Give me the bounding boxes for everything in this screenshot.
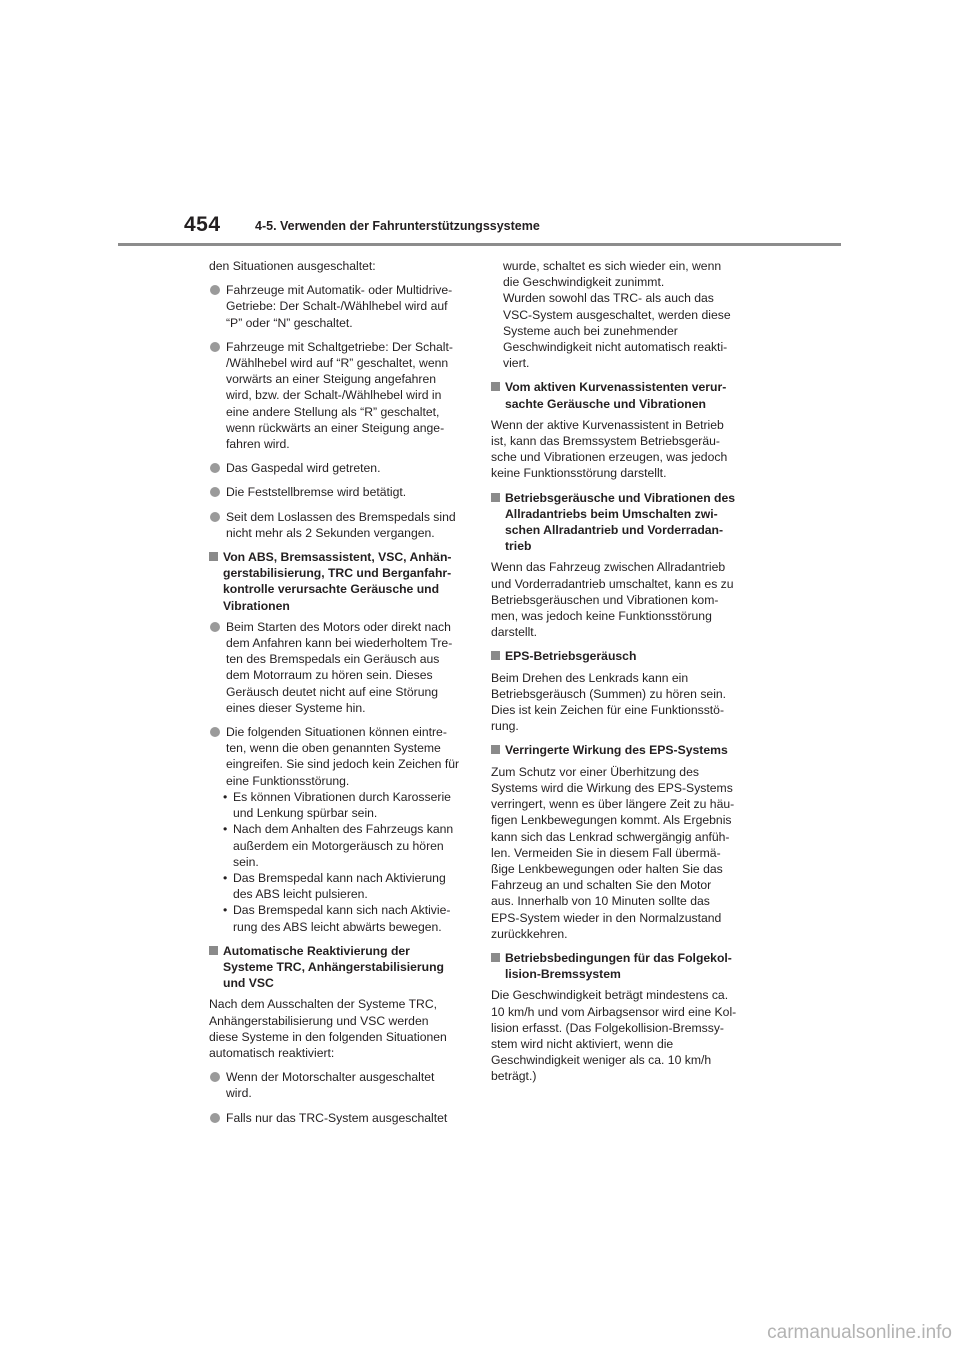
text-line: Dies ist kein Zeichen für eine Funktionsstö- — [491, 703, 725, 718]
heading-square-icon — [491, 651, 500, 660]
text-line: kann sich das Lenkrad schwergängig anfüh- — [491, 829, 730, 844]
text-line: Das Bremspedal kann sich nach Aktivie- — [233, 903, 451, 918]
text-line: und Vorderradantrieb umschaltet, kann es zu — [491, 576, 734, 591]
text-line: Fahrzeug an und schalten Sie den Motor — [491, 878, 712, 893]
bullet-dot-icon — [210, 463, 220, 473]
text-line: aus. Innerhalb von 10 Minuten sollte das — [491, 894, 710, 909]
heading-square-icon — [491, 493, 500, 502]
bullet-item — [209, 282, 469, 331]
text-line: sein. — [233, 854, 259, 869]
text-line: Betriebsgeräuschen und Vibrationen kom- — [491, 592, 719, 607]
watermark: carmanualsonline.info — [767, 1322, 952, 1343]
text-line: und VSC — [223, 976, 274, 991]
bullet-dot-icon — [210, 1072, 220, 1082]
text-line: ten, wenn die oben genannten Systeme — [226, 741, 441, 756]
text-line: Seit dem Loslassen des Bremspedals sind — [226, 509, 456, 524]
text-line: Von ABS, Bremsassistent, VSC, Anhän- — [223, 550, 452, 565]
text-line: Nach dem Ausschalten der Systeme TRC, — [209, 997, 438, 1012]
text-line: Vom aktiven Kurvenassistenten verur- — [505, 380, 727, 395]
text-line: ist, kann das Bremssystem Betriebsgeräu- — [491, 434, 720, 449]
text-line: fahren wird. — [226, 437, 290, 452]
page-number: 454 — [184, 213, 221, 236]
heading-reactivation — [209, 943, 469, 992]
text-line: Fahrzeuge mit Automatik- oder Multidrive- — [226, 283, 453, 298]
text-line: Anhängerstabilisierung und VSC werden — [209, 1013, 429, 1028]
text-line: beträgt.) — [491, 1069, 537, 1084]
text-line: VSC-System ausgeschaltet, werden diese — [503, 307, 731, 322]
text-line: Die folgenden Situationen können eintre- — [226, 725, 447, 740]
sub-item-list — [209, 789, 469, 935]
section-title: 4-5. Verwenden der Fahrunterstützungssysteme — [255, 219, 540, 233]
section-body — [491, 764, 751, 942]
sub-bullet-icon: • — [223, 822, 228, 837]
text-line: diese Systeme in den folgenden Situationen — [209, 1029, 447, 1044]
text-line: nicht mehr als 2 Sekunden vergangen. — [226, 525, 435, 540]
heading-square-icon — [491, 745, 500, 754]
text-line: Fahrzeuge mit Schaltgetriebe: Der Schalt- — [226, 339, 453, 354]
text-line: Automatische Reaktivierung der — [223, 943, 410, 958]
text-line: stem wird nicht aktiviert, wenn die — [491, 1036, 674, 1051]
text-line: sachte Geräusche und Vibrationen — [505, 396, 706, 411]
text-line: eingreifen. Sie sind jedoch kein Zeichen für — [226, 757, 460, 772]
text-line: sche und Vibrationen erzeugen, was jedoch — [491, 450, 728, 465]
text-line: eine andere Stellung als “R” geschaltet, — [226, 404, 440, 419]
text-line: Die Geschwindigkeit beträgt mindestens ca. — [491, 988, 729, 1003]
text-line: trieb — [505, 539, 532, 554]
text-line: Die Feststellbremse wird betätigt. — [226, 485, 407, 500]
text-line: Nach dem Anhalten des Fahrzeugs kann — [233, 822, 454, 837]
text-line: Geräusch deutet nicht auf eine Störung — [226, 684, 439, 699]
text-line: Es können Vibrationen durch Karosserie — [233, 789, 451, 804]
text-line: rung des ABS leicht abwärts bewegen. — [233, 919, 442, 934]
section-heading — [491, 950, 751, 982]
intro-text: den Situationen ausgeschaltet: — [209, 259, 376, 273]
text-line: Betriebsgeräusch (Summen) zu hören sein. — [491, 686, 727, 701]
bullet-item — [209, 339, 469, 452]
text-line: des ABS leicht pulsieren. — [233, 887, 368, 902]
bullet-item — [209, 484, 469, 500]
bullet-list-2 — [209, 619, 469, 789]
heading-abs-noise — [209, 549, 469, 614]
text-line: Betriebsbedingungen für das Folgekol- — [505, 950, 732, 965]
sub-bullet-icon: • — [223, 903, 228, 918]
text-line: Getriebe: Der Schalt-/Wählhebel wird auf — [226, 299, 448, 314]
right-column — [491, 258, 751, 1093]
section-heading — [491, 742, 751, 758]
text-line: ten des Bremspedals ein Geräusch aus — [226, 652, 440, 667]
text-line: darstellt. — [491, 625, 538, 640]
text-line: wurde, schaltet es sich wieder ein, wenn — [503, 259, 722, 273]
text-line: und Lenkung spürbar sein. — [233, 806, 378, 821]
bullet-dot-icon — [210, 342, 220, 352]
bullet-dot-icon — [210, 1113, 220, 1123]
text-line: Das Bremspedal kann nach Aktivierung — [233, 870, 446, 885]
text-line: vorwärts an einer Steigung angefahren — [226, 372, 437, 387]
bullet-item — [209, 509, 469, 541]
text-line: Beim Drehen des Lenkrads kann ein — [491, 670, 689, 685]
bullet-dot-icon — [210, 512, 220, 522]
section-heading — [491, 379, 751, 411]
sub-list-item — [221, 821, 469, 870]
left-column — [209, 258, 469, 1134]
text-line: 10 km/h und vom Airbagsensor wird eine Kol- — [491, 1004, 737, 1019]
bullet-dot-icon — [210, 727, 220, 737]
text-line: Wenn der aktive Kurvenassistent in Betrieb — [491, 417, 724, 432]
bullet-list-1 — [209, 282, 469, 541]
text-line: /Wählhebel wird auf “R” geschaltet, wenn — [226, 356, 449, 371]
text-line: dem Anfahren kann bei wiederholtem Tre- — [226, 636, 453, 651]
text-line: Geschwindigkeit nicht automatisch reakti- — [503, 340, 728, 355]
bullet-dot-icon — [210, 285, 220, 295]
bullet-item — [209, 1110, 469, 1126]
heading-square-icon — [209, 552, 218, 561]
text-line: keine Funktionsstörung darstellt. — [491, 466, 667, 481]
text-line: ßige Lenkbewegungen oder halten Sie das — [491, 861, 723, 876]
text-line: Beim Starten des Motors oder direkt nach — [226, 619, 451, 634]
text-line: gerstabilisierung, TRC und Berganfahr- — [223, 566, 452, 581]
text-line: EPS-System wieder in den Normalzustand — [491, 910, 722, 925]
header-rule — [118, 243, 841, 246]
heading-square-icon — [491, 953, 500, 962]
text-line: Verringerte Wirkung des EPS-Systems — [505, 743, 728, 758]
sub-list-item — [221, 870, 469, 902]
bullet-item — [209, 724, 469, 789]
text-line: Geschwindigkeit weniger als ca. 10 km/h — [491, 1053, 712, 1068]
text-line: Falls nur das TRC-System ausgeschaltet — [226, 1110, 448, 1125]
text-line: eines dieser Systeme hin. — [226, 700, 366, 715]
bullet-dot-icon — [210, 487, 220, 497]
text-line: len. Vermeiden Sie in diesem Fall übermä- — [491, 845, 721, 860]
text-line: lision erfasst. (Das Folgekollision-Bremssy- — [491, 1020, 724, 1035]
section-heading — [491, 490, 751, 555]
text-line: schen Allradantrieb und Vorderradan- — [505, 523, 724, 538]
text-line: Vibrationen — [223, 598, 290, 613]
bullet-item — [209, 1069, 469, 1101]
continuation-text — [491, 258, 751, 371]
text-line: eine Funktionsstörung. — [226, 773, 350, 788]
heading-square-icon — [491, 382, 500, 391]
text-line: automatisch reaktiviert: — [209, 1045, 335, 1060]
text-line: wird, bzw. der Schalt-/Wählhebel wird in — [226, 388, 442, 403]
section-heading — [491, 648, 751, 664]
section-body — [491, 417, 751, 482]
text-line: zurückkehren. — [491, 926, 568, 941]
text-line: die Geschwindigkeit zunimmt. — [503, 275, 665, 290]
text-line: dem Motorraum zu hören sein. Dieses — [226, 668, 433, 683]
text-line: wird. — [226, 1086, 252, 1101]
heading-square-icon — [209, 946, 218, 955]
text-line: Betriebsgeräusche und Vibrationen des — [505, 490, 736, 505]
text-line: EPS-Betriebsgeräusch — [505, 649, 637, 664]
text-line: Wenn der Motorschalter ausgeschaltet — [226, 1070, 435, 1085]
bullet-dot-icon — [210, 622, 220, 632]
text-line: Allradantriebs beim Umschalten zwi- — [505, 506, 718, 521]
text-line: Systeme TRC, Anhängerstabilisierung — [223, 959, 445, 974]
text-line: verringert, wenn es über längere Zeit zu häu- — [491, 797, 735, 812]
text-line: Systeme auch bei zunehmender — [503, 323, 678, 338]
text-line: viert. — [503, 356, 530, 371]
reactivation-text — [209, 996, 469, 1061]
sub-list-item — [221, 789, 469, 821]
text-line: außerdem ein Motorgeräusch zu hören — [233, 838, 444, 853]
section-body — [491, 987, 751, 1084]
bullet-item — [209, 460, 469, 476]
text-line: men, was jedoch keine Funktionsstörung — [491, 609, 712, 624]
text-line: kontrolle verursachte Geräusche und — [223, 582, 440, 597]
section-body — [491, 559, 751, 640]
sub-bullet-icon: • — [223, 789, 228, 804]
bullet-item — [209, 619, 469, 716]
text-line: Das Gaspedal wird getreten. — [226, 461, 381, 476]
sub-bullet-icon: • — [223, 870, 228, 885]
text-line: lision-Bremssystem — [505, 967, 621, 982]
text-line: Wurden sowohl das TRC- als auch das — [503, 291, 714, 306]
text-line: Systems wird die Wirkung des EPS-Systems — [491, 780, 733, 795]
sub-list-item — [221, 902, 469, 934]
section-body — [491, 670, 751, 735]
text-line: Zum Schutz vor einer Überhitzung des — [491, 764, 699, 779]
bullet-list-3 — [209, 1069, 469, 1126]
text-line: rung. — [491, 719, 519, 734]
text-line: “P” oder “N” geschaltet. — [226, 315, 353, 330]
text-line: figen Lenkbewegungen kommt. Als Ergebnis — [491, 813, 732, 828]
text-line: wenn rückwärts an einer Steigung ange- — [226, 420, 445, 435]
right-sections — [491, 379, 751, 1084]
text-line: Wenn das Fahrzeug zwischen Allradantrieb — [491, 560, 726, 575]
